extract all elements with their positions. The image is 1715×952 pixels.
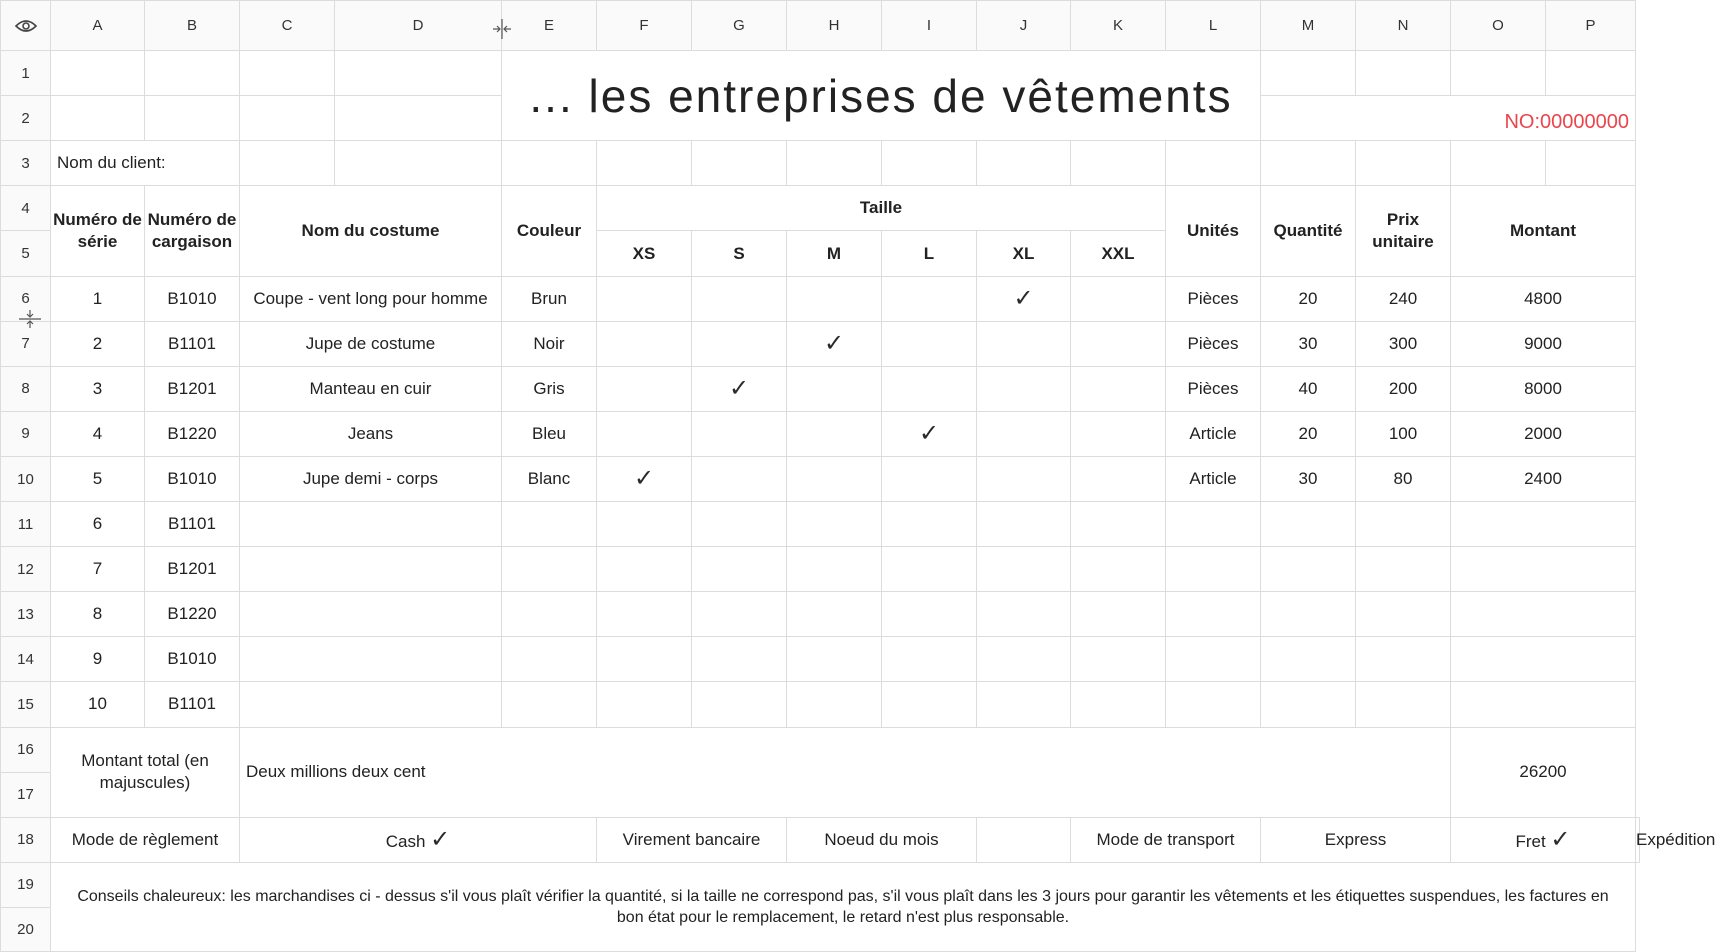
column-header-p[interactable]: P: [1546, 1, 1636, 51]
unit-price-cell[interactable]: 300: [1356, 321, 1451, 366]
table-row: [1, 592, 1640, 637]
unit-price-cell[interactable]: [1356, 682, 1451, 727]
column-header-m[interactable]: M: [1261, 1, 1356, 51]
unit-price-cell[interactable]: [1356, 547, 1451, 592]
quantity-cell[interactable]: 20: [1261, 276, 1356, 321]
costume-name-cell[interactable]: [240, 547, 502, 592]
shipment-cell[interactable]: B1220: [145, 411, 240, 456]
units-cell[interactable]: Article: [1166, 411, 1261, 456]
row-header-18[interactable]: 18: [1, 817, 51, 862]
column-header-i[interactable]: I: [882, 1, 977, 51]
table-row: [1, 682, 1640, 727]
check-icon: ✓: [430, 825, 451, 853]
quantity-cell[interactable]: 30: [1261, 456, 1356, 501]
quantity-cell[interactable]: 30: [1261, 321, 1356, 366]
shipment-cell[interactable]: B1010: [145, 637, 240, 682]
row-header-2[interactable]: 2: [1, 96, 51, 141]
color-cell[interactable]: Gris: [502, 366, 597, 411]
cell[interactable]: [597, 141, 692, 186]
size-cell-l[interactable]: [882, 456, 977, 501]
row-header-14[interactable]: 14: [1, 637, 51, 682]
check-icon: ✓: [728, 374, 750, 402]
size-cell-m[interactable]: [787, 502, 882, 547]
row-resize-icon[interactable]: [19, 308, 41, 330]
cell[interactable]: [1546, 141, 1636, 186]
header-size-xl[interactable]: XL: [977, 231, 1071, 276]
check-icon: ✓: [823, 329, 845, 357]
serial-cell[interactable]: 8: [51, 592, 145, 637]
size-cell-xs[interactable]: [597, 637, 692, 682]
column-header-e[interactable]: E: [502, 1, 597, 51]
size-cell-xl[interactable]: [977, 502, 1071, 547]
cell[interactable]: [145, 51, 240, 96]
shipment-cell[interactable]: B1101: [145, 502, 240, 547]
size-cell-xxl[interactable]: [1071, 592, 1166, 637]
units-cell[interactable]: [1166, 592, 1261, 637]
table-row: [1, 411, 1640, 456]
cell[interactable]: [1356, 51, 1451, 96]
payment-transfer[interactable]: Virement bancaire: [597, 817, 787, 862]
units-cell[interactable]: [1166, 682, 1261, 727]
units-cell[interactable]: Pièces: [1166, 276, 1261, 321]
size-cell-xl[interactable]: [977, 411, 1071, 456]
row-header-11[interactable]: 11: [1, 502, 51, 547]
size-cell-m[interactable]: [787, 321, 882, 366]
invoice-title[interactable]: ... les entreprises de vêtements: [529, 69, 1233, 122]
shipment-cell[interactable]: B1201: [145, 547, 240, 592]
color-cell[interactable]: Noir: [502, 321, 597, 366]
cell[interactable]: [240, 51, 335, 96]
size-cell-m[interactable]: [787, 411, 882, 456]
quantity-cell[interactable]: [1261, 547, 1356, 592]
unit-price-cell[interactable]: 100: [1356, 411, 1451, 456]
column-header-h[interactable]: H: [787, 1, 882, 51]
transport-freight-label: Fret: [1515, 831, 1546, 851]
color-cell[interactable]: Bleu: [502, 411, 597, 456]
color-cell[interactable]: [502, 547, 597, 592]
row-header-1[interactable]: 1: [1, 51, 51, 96]
header-size-m[interactable]: M: [787, 231, 882, 276]
size-cell-l[interactable]: [882, 411, 977, 456]
serial-cell[interactable]: 9: [51, 637, 145, 682]
row-header-13[interactable]: 13: [1, 592, 51, 637]
amount-cell[interactable]: 9000: [1451, 321, 1636, 366]
size-cell-xs[interactable]: [597, 682, 692, 727]
amount-cell[interactable]: [1451, 682, 1636, 727]
row-header-7[interactable]: 7: [1, 321, 51, 366]
cell[interactable]: [1451, 51, 1546, 96]
total-in-words[interactable]: Deux millions deux cent: [240, 727, 1451, 817]
units-cell[interactable]: Pièces: [1166, 321, 1261, 366]
cell[interactable]: [1071, 141, 1166, 186]
units-cell[interactable]: [1166, 547, 1261, 592]
row-header-6[interactable]: 6: [1, 276, 51, 321]
size-cell-s[interactable]: [692, 637, 787, 682]
costume-name-cell[interactable]: Manteau en cuir: [240, 366, 502, 411]
serial-cell[interactable]: 4: [51, 411, 145, 456]
payment-method-label[interactable]: Mode de règlement: [51, 817, 240, 862]
size-cell-s[interactable]: [692, 592, 787, 637]
eye-icon: [1, 19, 50, 33]
shipment-cell[interactable]: B1101: [145, 682, 240, 727]
quantity-cell[interactable]: 20: [1261, 411, 1356, 456]
size-cell-xs[interactable]: [597, 502, 692, 547]
cell[interactable]: [1451, 141, 1546, 186]
size-cell-s[interactable]: [692, 682, 787, 727]
row-header-10[interactable]: 10: [1, 456, 51, 501]
header-units[interactable]: Unités: [1166, 186, 1261, 276]
header-size-s[interactable]: S: [692, 231, 787, 276]
cell[interactable]: [335, 96, 502, 141]
header-costume[interactable]: Nom du costume: [240, 186, 502, 276]
size-cell-xxl[interactable]: [1071, 637, 1166, 682]
cell[interactable]: [51, 96, 145, 141]
cell[interactable]: [882, 141, 977, 186]
transport-shipping[interactable]: Expédition: [1636, 817, 1640, 862]
header-size-l[interactable]: L: [882, 231, 977, 276]
color-cell[interactable]: [502, 682, 597, 727]
color-cell[interactable]: Blanc: [502, 456, 597, 501]
size-cell-xs[interactable]: [597, 366, 692, 411]
costume-name-cell[interactable]: Jupe de costume: [240, 321, 502, 366]
table-row: [1, 502, 1640, 547]
serial-cell[interactable]: 2: [51, 321, 145, 366]
costume-name-cell[interactable]: Jupe demi - corps: [240, 456, 502, 501]
cell[interactable]: [1261, 51, 1356, 96]
size-cell-xs[interactable]: [597, 547, 692, 592]
serial-cell[interactable]: 10: [51, 682, 145, 727]
amount-cell[interactable]: 2400: [1451, 456, 1636, 501]
size-cell-l[interactable]: [882, 682, 977, 727]
size-cell-s[interactable]: [692, 321, 787, 366]
size-cell-xl[interactable]: [977, 366, 1071, 411]
check-icon: ✓: [633, 465, 655, 492]
size-cell-s[interactable]: [692, 502, 787, 547]
table-row: [1, 321, 1640, 366]
size-cell-xs[interactable]: [597, 411, 692, 456]
item-rows: [1, 276, 1640, 727]
column-header-b[interactable]: B: [145, 1, 240, 51]
notice-text[interactable]: Conseils chaleureux: les marchandises ci - dessus s'il vous plaît vérifier la quantité, si la taille ne correspond pas, s'il vous plaît dans les 3 jours pour garantir les vêtements et les étiquettes suspendues, les factures en bon état pour le remplacement, le retard n'est plus responsable.: [51, 862, 1636, 951]
size-cell-m[interactable]: [787, 637, 882, 682]
size-cell-m[interactable]: [787, 456, 882, 501]
row-header-8[interactable]: 8: [1, 366, 51, 411]
document-number[interactable]: NO:00000000: [1261, 96, 1636, 141]
cell[interactable]: [240, 96, 335, 141]
transport-express[interactable]: Express: [1261, 817, 1451, 862]
serial-cell[interactable]: 1: [51, 276, 145, 321]
units-cell[interactable]: [1166, 502, 1261, 547]
color-cell[interactable]: [502, 502, 597, 547]
unit-price-cell[interactable]: 200: [1356, 366, 1451, 411]
cell[interactable]: [692, 141, 787, 186]
client-name-label[interactable]: Nom du client:: [51, 141, 240, 186]
quantity-cell[interactable]: [1261, 592, 1356, 637]
row-header-20[interactable]: 20: [1, 907, 51, 951]
quantity-cell[interactable]: [1261, 682, 1356, 727]
serial-cell[interactable]: 5: [51, 456, 145, 501]
shipment-cell[interactable]: B1101: [145, 321, 240, 366]
size-cell-xs[interactable]: [597, 592, 692, 637]
total-label[interactable]: Montant total (en majuscules): [51, 727, 240, 817]
size-cell-m[interactable]: [787, 276, 882, 321]
size-cell-xxl[interactable]: [1071, 321, 1166, 366]
row-header-17[interactable]: 17: [1, 772, 51, 817]
unit-price-cell[interactable]: [1356, 637, 1451, 682]
costume-name-cell[interactable]: [240, 637, 502, 682]
table-row: [1, 637, 1640, 682]
size-cell-xs[interactable]: [597, 276, 692, 321]
column-header-f[interactable]: F: [597, 1, 692, 51]
units-cell[interactable]: Article: [1166, 456, 1261, 501]
column-header-c[interactable]: C: [240, 1, 335, 51]
check-icon: ✓: [1550, 825, 1571, 853]
shipment-cell[interactable]: B1010: [145, 276, 240, 321]
size-cell-xxl[interactable]: [1071, 682, 1166, 727]
header-quantity[interactable]: Quantité: [1261, 186, 1356, 276]
header-unit-price[interactable]: Prix unitaire: [1356, 186, 1451, 276]
size-cell-m[interactable]: [787, 366, 882, 411]
cell[interactable]: [335, 141, 502, 186]
shipment-cell[interactable]: B1220: [145, 592, 240, 637]
size-cell-xl[interactable]: [977, 592, 1071, 637]
row-header-3[interactable]: 3: [1, 141, 51, 186]
size-cell-xl[interactable]: [977, 547, 1071, 592]
cell[interactable]: [1166, 141, 1261, 186]
shipment-cell[interactable]: B1201: [145, 366, 240, 411]
column-header-k[interactable]: K: [1071, 1, 1166, 51]
size-cell-xxl[interactable]: [1071, 366, 1166, 411]
column-header-n[interactable]: N: [1356, 1, 1451, 51]
size-cell-l[interactable]: [882, 276, 977, 321]
size-cell-l[interactable]: [882, 366, 977, 411]
table-row: [1, 547, 1640, 592]
size-cell-s[interactable]: [692, 547, 787, 592]
table-row: [1, 456, 1640, 501]
cell[interactable]: [240, 141, 335, 186]
amount-cell[interactable]: [1451, 547, 1636, 592]
size-cell-l[interactable]: [882, 547, 977, 592]
size-cell-l[interactable]: [882, 592, 977, 637]
check-icon: ✓: [1013, 284, 1034, 312]
cell[interactable]: [51, 51, 145, 96]
cell[interactable]: [977, 141, 1071, 186]
unit-price-cell[interactable]: 80: [1356, 456, 1451, 501]
units-cell[interactable]: [1166, 637, 1261, 682]
transport-label[interactable]: Mode de transport: [1071, 817, 1261, 862]
costume-name-cell[interactable]: [240, 502, 502, 547]
size-cell-s[interactable]: [692, 411, 787, 456]
table-row: [1, 366, 1640, 411]
check-icon: ✓: [918, 419, 940, 447]
column-header-l[interactable]: L: [1166, 1, 1261, 51]
size-cell-xxl[interactable]: [1071, 411, 1166, 456]
cell[interactable]: [1261, 141, 1356, 186]
size-cell-l[interactable]: [882, 502, 977, 547]
payment-monthly[interactable]: Noeud du mois: [787, 817, 977, 862]
column-header-g[interactable]: G: [692, 1, 787, 51]
header-serial[interactable]: Numéro de série: [51, 186, 145, 276]
amount-cell[interactable]: 2000: [1451, 411, 1636, 456]
costume-name-cell[interactable]: Jeans: [240, 411, 502, 456]
row-header-15[interactable]: 15: [1, 682, 51, 727]
size-cell-m[interactable]: [787, 592, 882, 637]
amount-cell[interactable]: 4800: [1451, 276, 1636, 321]
shipment-cell[interactable]: B1010: [145, 456, 240, 501]
unit-price-cell[interactable]: 240: [1356, 276, 1451, 321]
size-cell-xxl[interactable]: [1071, 276, 1166, 321]
column-header-d[interactable]: D: [335, 1, 502, 51]
amount-cell[interactable]: 8000: [1451, 366, 1636, 411]
size-cell-xl[interactable]: [977, 321, 1071, 366]
cell[interactable]: [1356, 141, 1451, 186]
color-cell[interactable]: [502, 592, 597, 637]
color-cell[interactable]: [502, 637, 597, 682]
size-cell-xl[interactable]: [977, 637, 1071, 682]
row-header-16[interactable]: 16: [1, 727, 51, 772]
cell[interactable]: [1546, 51, 1636, 96]
serial-cell[interactable]: 6: [51, 502, 145, 547]
cell[interactable]: [145, 96, 240, 141]
size-cell-l[interactable]: [882, 637, 977, 682]
cell[interactable]: [335, 51, 502, 96]
quantity-cell[interactable]: 40: [1261, 366, 1356, 411]
size-cell-s[interactable]: [692, 276, 787, 321]
row-header-4[interactable]: 4: [1, 186, 51, 231]
size-cell-xxl[interactable]: [1071, 456, 1166, 501]
costume-name-cell[interactable]: Coupe - vent long pour homme: [240, 276, 502, 321]
amount-cell[interactable]: [1451, 637, 1636, 682]
transport-freight[interactable]: [1451, 817, 1636, 862]
row-header-9[interactable]: 9: [1, 411, 51, 456]
payment-cash[interactable]: [240, 817, 597, 862]
size-cell-xxl[interactable]: [1071, 547, 1166, 592]
size-cell-m[interactable]: [787, 547, 882, 592]
total-value[interactable]: 26200: [1451, 727, 1636, 817]
row-header-12[interactable]: 12: [1, 547, 51, 592]
column-header-o[interactable]: O: [1451, 1, 1546, 51]
size-cell-m[interactable]: [787, 682, 882, 727]
header-size-xxl[interactable]: XXL: [1071, 231, 1166, 276]
serial-cell[interactable]: 7: [51, 547, 145, 592]
header-amount[interactable]: Montant: [1451, 186, 1636, 276]
size-cell-xxl[interactable]: [1071, 502, 1166, 547]
serial-cell[interactable]: 3: [51, 366, 145, 411]
amount-cell[interactable]: [1451, 502, 1636, 547]
size-cell-l[interactable]: [882, 321, 977, 366]
size-cell-xl[interactable]: [977, 276, 1071, 321]
amount-cell[interactable]: [1451, 592, 1636, 637]
size-cell-xl[interactable]: [977, 456, 1071, 501]
units-cell[interactable]: Pièces: [1166, 366, 1261, 411]
unit-price-cell[interactable]: [1356, 502, 1451, 547]
size-cell-xl[interactable]: [977, 682, 1071, 727]
table-row: [1, 276, 1640, 321]
quantity-cell[interactable]: [1261, 502, 1356, 547]
cell[interactable]: [502, 141, 597, 186]
column-resize-icon[interactable]: [491, 19, 513, 39]
costume-name-cell[interactable]: [240, 592, 502, 637]
size-cell-s[interactable]: [692, 456, 787, 501]
size-cell-xs[interactable]: [597, 321, 692, 366]
header-shipment[interactable]: Numéro de cargaison: [145, 186, 240, 276]
size-cell-s[interactable]: [692, 366, 787, 411]
payment-cash-label: Cash: [385, 831, 426, 851]
column-header-j[interactable]: J: [977, 1, 1071, 51]
quantity-cell[interactable]: [1261, 637, 1356, 682]
cell[interactable]: [787, 141, 882, 186]
select-all-corner[interactable]: [1, 1, 51, 51]
header-size[interactable]: Taille: [597, 186, 1166, 231]
row-header-5[interactable]: 5: [1, 231, 51, 276]
size-cell-xs[interactable]: [597, 456, 692, 501]
color-cell[interactable]: Brun: [502, 276, 597, 321]
row-header-19[interactable]: 19: [1, 862, 51, 907]
cell[interactable]: [977, 817, 1071, 862]
unit-price-cell[interactable]: [1356, 592, 1451, 637]
column-header-a[interactable]: A: [51, 1, 145, 51]
header-color[interactable]: Couleur: [502, 186, 597, 276]
costume-name-cell[interactable]: [240, 682, 502, 727]
header-size-xs[interactable]: XS: [597, 231, 692, 276]
